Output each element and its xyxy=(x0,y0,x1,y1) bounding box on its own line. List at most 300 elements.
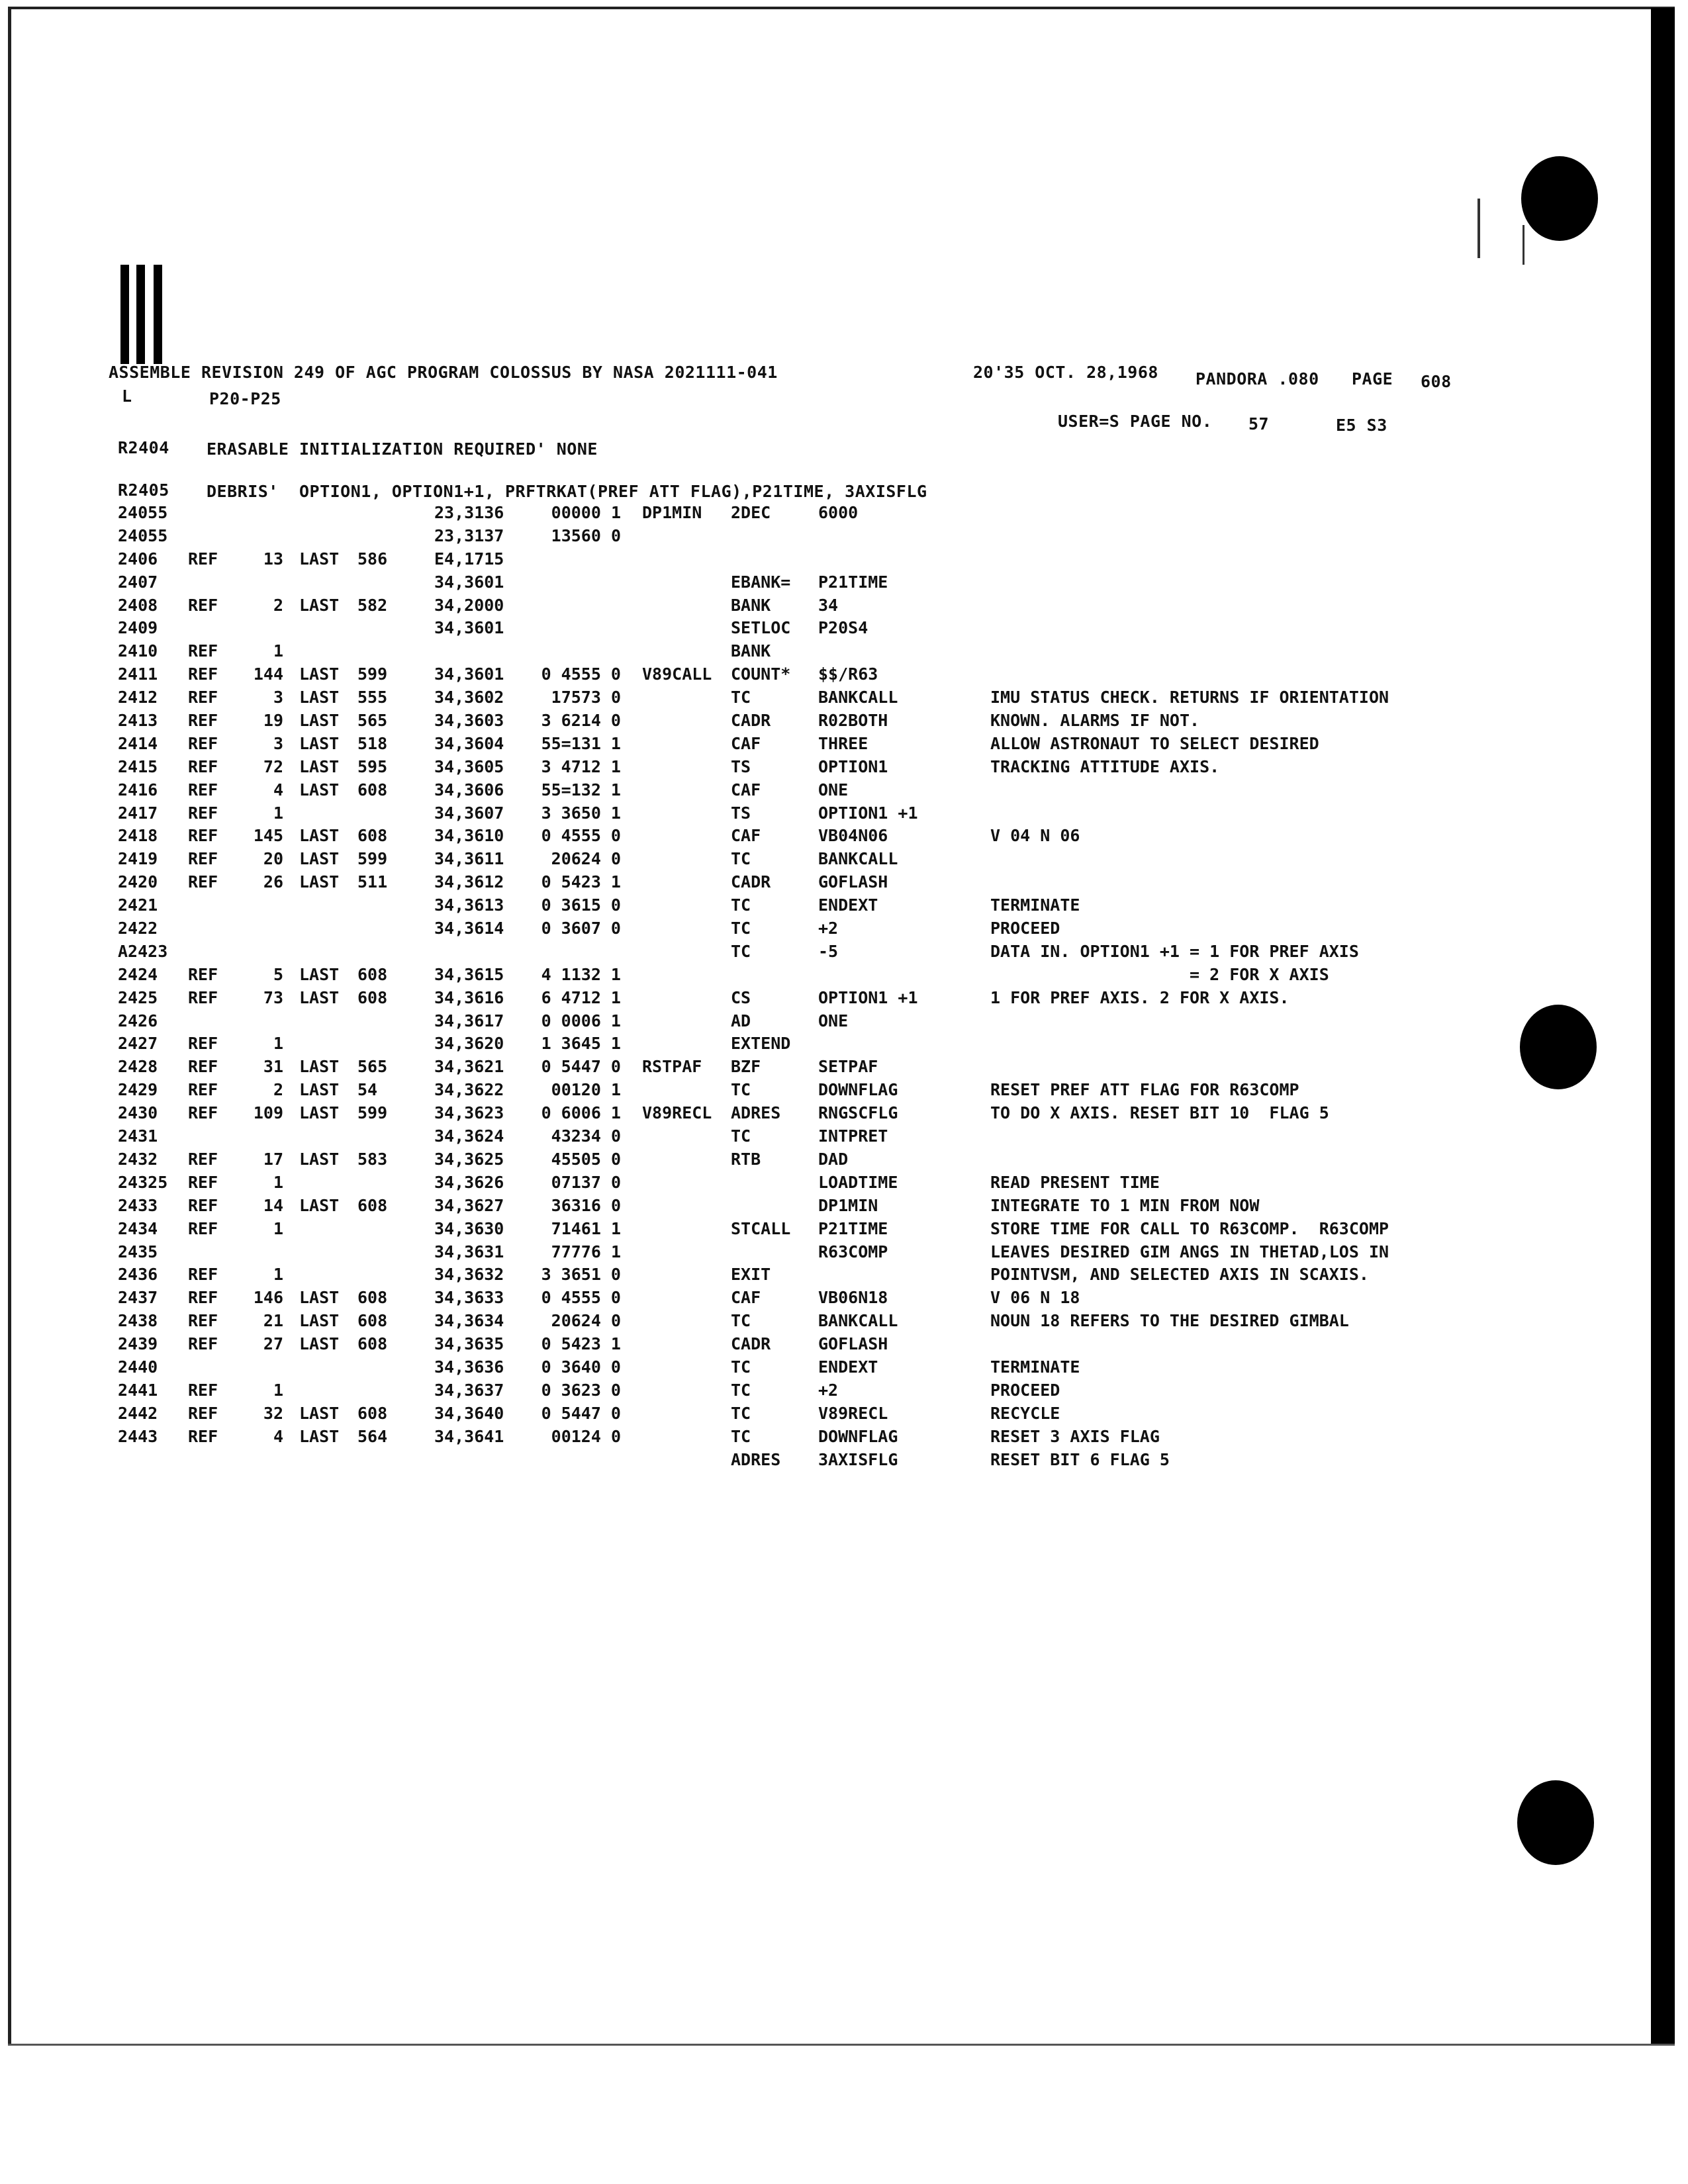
line-number: 2426 xyxy=(118,1011,158,1030)
opcode: CS xyxy=(731,987,751,1007)
address: 34,3631 xyxy=(434,1242,504,1261)
operand: LOADTIME xyxy=(818,1172,898,1192)
line-number: 2409 xyxy=(118,618,158,638)
assembly-date-time: 20'35 OCT. 28,1968 xyxy=(973,363,1158,382)
address: 23,3136 xyxy=(434,503,504,522)
user-page-label: USER=S PAGE NO. xyxy=(1058,412,1213,431)
listing-row xyxy=(0,1357,1489,1381)
last-marker: LAST xyxy=(299,1426,340,1446)
address: 34,3624 xyxy=(434,1126,504,1146)
address: 34,3607 xyxy=(434,803,504,823)
ref-marker: REF xyxy=(188,872,218,892)
comment: PROCEED xyxy=(990,919,1060,938)
line-number: 2429 xyxy=(118,1080,158,1100)
comment: READ PRESENT TIME xyxy=(990,1172,1160,1192)
line-number: 2434 xyxy=(118,1218,158,1238)
comment: V 04 N 06 xyxy=(990,826,1080,846)
ref-marker: REF xyxy=(188,1034,218,1054)
octal-word: 0 0006 1 xyxy=(541,1011,621,1030)
line-number: 2416 xyxy=(118,780,158,799)
address: 34,3637 xyxy=(434,1380,504,1400)
address: 34,3604 xyxy=(434,733,504,753)
listing-row xyxy=(0,664,1489,688)
operand: ONE xyxy=(818,780,849,799)
comment: DATA IN. OPTION1 +1 = 1 FOR PREF AXIS xyxy=(990,941,1359,961)
line-number: 2439 xyxy=(118,1334,158,1354)
octal-word: 0 5423 1 xyxy=(541,872,621,892)
octal-word: 0 4555 0 xyxy=(541,826,621,846)
ref-count: 4 xyxy=(273,780,283,799)
opcode: TC xyxy=(731,1357,751,1377)
ref-marker: REF xyxy=(188,1080,218,1100)
comment: IMU STATUS CHECK. RETURNS IF ORIENTATION xyxy=(990,688,1389,707)
octal-word: 77776 1 xyxy=(551,1242,621,1261)
address: 34,3602 xyxy=(434,688,504,707)
opcode: TC xyxy=(731,895,751,915)
listing-row xyxy=(0,849,1489,872)
octal-word: 00000 1 xyxy=(551,503,621,522)
address: 34,3634 xyxy=(434,1311,504,1331)
line-number: 2414 xyxy=(118,733,158,753)
operand: OPTION1 xyxy=(818,756,888,776)
comment: TO DO X AXIS. RESET BIT 10 FLAG 5 xyxy=(990,1103,1329,1123)
comment: KNOWN. ALARMS IF NOT. xyxy=(990,711,1200,731)
opcode: TC xyxy=(731,849,751,869)
opcode: TC xyxy=(731,919,751,938)
ref-count: 4 xyxy=(273,1426,283,1446)
opcode: RTB xyxy=(731,1149,761,1169)
opcode: 2DEC xyxy=(731,503,771,522)
comment: V 06 N 18 xyxy=(990,1288,1080,1308)
address: 34,3615 xyxy=(434,964,504,984)
line-number: 2425 xyxy=(118,987,158,1007)
opcode: TC xyxy=(731,1126,751,1146)
ref-count: 26 xyxy=(263,872,283,892)
listing-row xyxy=(0,965,1489,988)
last-page: 565 xyxy=(357,1057,388,1077)
last-marker: LAST xyxy=(299,756,340,776)
log-marker: L xyxy=(122,387,132,406)
line-number: 2410 xyxy=(118,641,158,661)
octal-word: 0 6006 1 xyxy=(541,1103,621,1123)
ref-count: 21 xyxy=(263,1311,283,1331)
last-marker: LAST xyxy=(299,595,340,615)
operand: GOFLASH xyxy=(818,872,888,892)
ref-count: 14 xyxy=(263,1195,283,1215)
debris-declaration: DEBRIS' OPTION1, OPTION1+1, PRFTRKAT(PREF ATT FLAG),P21TIME, 3AXISFLG xyxy=(207,482,927,501)
ref-count: 2 xyxy=(273,1080,283,1100)
opcode: EXTEND xyxy=(731,1034,791,1054)
comment: STORE TIME FOR CALL TO R63COMP. R63COMP xyxy=(990,1218,1389,1238)
address: 34,3620 xyxy=(434,1034,504,1054)
line-number: 2432 xyxy=(118,1149,158,1169)
last-marker: LAST xyxy=(299,987,340,1007)
comment: LEAVES DESIRED GIM ANGS IN THETAD,LOS IN xyxy=(990,1242,1389,1261)
page-label: PAGE xyxy=(1352,369,1393,388)
operand: R63COMP xyxy=(818,1242,888,1261)
address: 34,3617 xyxy=(434,1011,504,1030)
last-page: 608 xyxy=(357,1334,388,1354)
listing-row xyxy=(0,942,1489,965)
last-page: 599 xyxy=(357,664,388,684)
line-number: 2415 xyxy=(118,756,158,776)
octal-word: 0 4555 0 xyxy=(541,1288,621,1308)
listing-row xyxy=(0,1288,1489,1311)
operand: +2 xyxy=(818,1380,839,1400)
opcode: SETLOC xyxy=(731,618,791,638)
last-page: 518 xyxy=(357,733,388,753)
listing-row xyxy=(0,1311,1489,1334)
ref-marker: REF xyxy=(188,549,218,569)
octal-word: 3 4712 1 xyxy=(541,756,621,776)
operand: ENDEXT xyxy=(818,895,878,915)
operand: THREE xyxy=(818,733,868,753)
last-page: 582 xyxy=(357,595,388,615)
opcode: ADRES xyxy=(731,1103,781,1123)
opcode: CAF xyxy=(731,1288,761,1308)
ref-marker: REF xyxy=(188,803,218,823)
page-number: 608 xyxy=(1421,372,1452,391)
octal-word: 45505 0 xyxy=(551,1149,621,1169)
operand: INTPRET xyxy=(818,1126,888,1146)
listing-row xyxy=(0,526,1489,549)
opcode: BANK xyxy=(731,595,771,615)
opcode: TC xyxy=(731,941,751,961)
octal-word: 00120 1 xyxy=(551,1080,621,1100)
address: 34,3622 xyxy=(434,1080,504,1100)
assembly-listing xyxy=(0,503,1489,1473)
last-marker: LAST xyxy=(299,688,340,707)
last-marker: LAST xyxy=(299,1195,340,1215)
opcode: TS xyxy=(731,756,751,776)
ref-count: 1 xyxy=(273,1172,283,1192)
octal-word: 0 3607 0 xyxy=(541,919,621,938)
operand: R02BOTH xyxy=(818,711,888,731)
last-page: 54 xyxy=(357,1080,378,1100)
last-marker: LAST xyxy=(299,1334,340,1354)
listing-row xyxy=(0,1219,1489,1242)
last-marker: LAST xyxy=(299,872,340,892)
last-page: 583 xyxy=(357,1149,388,1169)
address: 34,3601 xyxy=(434,572,504,592)
listing-row xyxy=(0,1150,1489,1173)
ref-count: 72 xyxy=(263,756,283,776)
ref-count: 1 xyxy=(273,803,283,823)
ref-marker: REF xyxy=(188,1380,218,1400)
address: 34,3621 xyxy=(434,1057,504,1077)
operand: 6000 xyxy=(818,503,859,522)
erasable-initialization: ERASABLE INITIALIZATION REQUIRED' NONE xyxy=(207,439,598,459)
octal-word: 13560 0 xyxy=(551,525,621,545)
line-number: 2422 xyxy=(118,919,158,938)
last-page: 565 xyxy=(357,711,388,731)
octal-word: 3 3650 1 xyxy=(541,803,621,823)
opcode: TC xyxy=(731,1080,751,1100)
octal-word: 07137 0 xyxy=(551,1172,621,1192)
operand: +2 xyxy=(818,919,839,938)
last-marker: LAST xyxy=(299,711,340,731)
opcode: STCALL xyxy=(731,1218,791,1238)
octal-word: 0 4555 0 xyxy=(541,664,621,684)
last-marker: LAST xyxy=(299,664,340,684)
operand: OPTION1 +1 xyxy=(818,803,918,823)
ref-marker: REF xyxy=(188,1103,218,1123)
listing-row xyxy=(0,572,1489,596)
listing-row xyxy=(0,895,1489,919)
octal-word: 6 4712 1 xyxy=(541,987,621,1007)
listing-row xyxy=(0,1034,1489,1057)
last-marker: LAST xyxy=(299,1403,340,1423)
listing-row xyxy=(0,1057,1489,1080)
comment: RESET PREF ATT FLAG FOR R63COMP xyxy=(990,1080,1299,1100)
comment: ALLOW ASTRONAUT TO SELECT DESIRED xyxy=(990,733,1319,753)
operand: BANKCALL xyxy=(818,688,898,707)
operand: GOFLASH xyxy=(818,1334,888,1354)
last-marker: LAST xyxy=(299,1080,340,1100)
operand: $$/R63 xyxy=(818,664,878,684)
operand: P21TIME xyxy=(818,1218,888,1238)
address: 34,3603 xyxy=(434,711,504,731)
comment: NOUN 18 REFERS TO THE DESIRED GIMBAL xyxy=(990,1311,1349,1331)
opcode: CAF xyxy=(731,826,761,846)
line-number: 2420 xyxy=(118,872,158,892)
line-number: 2428 xyxy=(118,1057,158,1077)
octal-word: 36316 0 xyxy=(551,1195,621,1215)
line-number: 2430 xyxy=(118,1103,158,1123)
listing-row xyxy=(0,1265,1489,1288)
debris-line-number: R2405 xyxy=(118,480,169,500)
comment: PROCEED xyxy=(990,1380,1060,1400)
opcode: TS xyxy=(731,803,751,823)
last-page: 564 xyxy=(357,1426,388,1446)
label: DP1MIN xyxy=(642,503,702,522)
listing-row xyxy=(0,641,1489,664)
ref-count: 1 xyxy=(273,1218,283,1238)
opcode: CADR xyxy=(731,1334,771,1354)
last-marker: LAST xyxy=(299,826,340,846)
ref-marker: REF xyxy=(188,1426,218,1446)
operand: DAD xyxy=(818,1149,849,1169)
address: 34,3601 xyxy=(434,664,504,684)
ref-count: 20 xyxy=(263,849,283,869)
operand: ENDEXT xyxy=(818,1357,878,1377)
ref-count: 19 xyxy=(263,711,283,731)
last-marker: LAST xyxy=(299,1311,340,1331)
last-page: 608 xyxy=(357,987,388,1007)
ref-count: 5 xyxy=(273,964,283,984)
scan-speck xyxy=(1477,199,1480,258)
opcode: ADRES xyxy=(731,1449,781,1469)
address: 34,3623 xyxy=(434,1103,504,1123)
ref-count: 1 xyxy=(273,1380,283,1400)
operand: VB04N06 xyxy=(818,826,888,846)
octal-word: 0 3640 0 xyxy=(541,1357,621,1377)
operand: 3AXISFLG xyxy=(818,1449,898,1469)
ref-marker: REF xyxy=(188,826,218,846)
octal-word: 3 3651 0 xyxy=(541,1265,621,1285)
line-number: 2413 xyxy=(118,711,158,731)
address: 34,3610 xyxy=(434,826,504,846)
line-number: 2418 xyxy=(118,826,158,846)
opcode: CAF xyxy=(731,733,761,753)
scan-edge-bottom xyxy=(8,2044,1675,2046)
ref-marker: REF xyxy=(188,711,218,731)
last-marker: LAST xyxy=(299,549,340,569)
last-marker: LAST xyxy=(299,733,340,753)
comment: RECYCLE xyxy=(990,1403,1060,1423)
comment: POINTVSM, AND SELECTED AXIS IN SCAXIS. xyxy=(990,1265,1369,1285)
line-number: 2440 xyxy=(118,1357,158,1377)
opcode: BANK xyxy=(731,641,771,661)
octal-word: 00124 0 xyxy=(551,1426,621,1446)
listing-row xyxy=(0,780,1489,803)
octal-word: 43234 0 xyxy=(551,1126,621,1146)
listing-row xyxy=(0,1381,1489,1404)
octal-word: 20624 0 xyxy=(551,1311,621,1331)
ref-marker: REF xyxy=(188,987,218,1007)
ref-marker: REF xyxy=(188,1311,218,1331)
last-marker: LAST xyxy=(299,849,340,869)
line-number: 2427 xyxy=(118,1034,158,1054)
comment: RESET 3 AXIS FLAG xyxy=(990,1426,1160,1446)
ref-marker: REF xyxy=(188,1288,218,1308)
ref-marker: REF xyxy=(188,733,218,753)
ref-count: 1 xyxy=(273,641,283,661)
listing-row xyxy=(0,1173,1489,1196)
line-number: 2435 xyxy=(118,1242,158,1261)
address: 34,3601 xyxy=(434,618,504,638)
ref-marker: REF xyxy=(188,688,218,707)
ref-count: 109 xyxy=(253,1103,283,1123)
last-page: 511 xyxy=(357,872,388,892)
system-name: PANDORA .080 xyxy=(1196,369,1319,388)
line-number: 2412 xyxy=(118,688,158,707)
line-number: 2442 xyxy=(118,1403,158,1423)
line-number: 2417 xyxy=(118,803,158,823)
ref-count: 3 xyxy=(273,688,283,707)
octal-word: 17573 0 xyxy=(551,688,621,707)
listing-row xyxy=(0,919,1489,942)
ref-marker: REF xyxy=(188,1172,218,1192)
octal-word: 71461 1 xyxy=(551,1218,621,1238)
line-number: 2408 xyxy=(118,595,158,615)
ref-marker: REF xyxy=(188,1057,218,1077)
operand: P21TIME xyxy=(818,572,888,592)
listing-row xyxy=(0,1126,1489,1150)
operand: V89RECL xyxy=(818,1403,888,1423)
listing-row xyxy=(0,1450,1489,1473)
user-page-number: 57 xyxy=(1248,414,1270,433)
log-section: P20-P25 xyxy=(209,389,281,408)
last-marker: LAST xyxy=(299,1057,340,1077)
last-page: 608 xyxy=(357,1311,388,1331)
address: 34,3630 xyxy=(434,1218,504,1238)
octal-word: 20624 0 xyxy=(551,849,621,869)
comment: INTEGRATE TO 1 MIN FROM NOW xyxy=(990,1195,1260,1215)
operand: DP1MIN xyxy=(818,1195,878,1215)
address: 34,3641 xyxy=(434,1426,504,1446)
opcode: TC xyxy=(731,1380,751,1400)
opcode: TC xyxy=(731,688,751,707)
ref-count: 73 xyxy=(263,987,283,1007)
address: 34,3627 xyxy=(434,1195,504,1215)
address: 34,3606 xyxy=(434,780,504,799)
listing-row xyxy=(0,803,1489,827)
octal-word: 0 5447 0 xyxy=(541,1057,621,1077)
listing-row xyxy=(0,711,1489,734)
operand: SETPAF xyxy=(818,1057,878,1077)
octal-word: 55=131 1 xyxy=(541,733,621,753)
punch-hole xyxy=(1521,156,1598,241)
octal-word: 0 3615 0 xyxy=(541,895,621,915)
ref-count: 27 xyxy=(263,1334,283,1354)
octal-word: 4 1132 1 xyxy=(541,964,621,984)
ref-marker: REF xyxy=(188,964,218,984)
last-page: 599 xyxy=(357,1103,388,1123)
line-number: 2424 xyxy=(118,964,158,984)
line-number: 24055 xyxy=(118,503,168,522)
line-number: A2423 xyxy=(118,941,168,961)
address: E4,1715 xyxy=(434,549,504,569)
ref-marker: REF xyxy=(188,756,218,776)
last-marker: LAST xyxy=(299,1149,340,1169)
listing-row xyxy=(0,757,1489,780)
comment: = 2 FOR X AXIS xyxy=(990,964,1329,984)
opcode: CAF xyxy=(731,780,761,799)
line-number: 2419 xyxy=(118,849,158,869)
last-page: 608 xyxy=(357,1288,388,1308)
listing-row xyxy=(0,688,1489,711)
scan-edge-top xyxy=(8,7,1675,9)
ref-count: 146 xyxy=(253,1288,283,1308)
listing-row xyxy=(0,1242,1489,1265)
line-number: 2443 xyxy=(118,1426,158,1446)
opcode: EXIT xyxy=(731,1265,771,1285)
last-page: 595 xyxy=(357,756,388,776)
address: 23,3137 xyxy=(434,525,504,545)
address: 34,3605 xyxy=(434,756,504,776)
address: 34,3616 xyxy=(434,987,504,1007)
line-number: 2421 xyxy=(118,895,158,915)
line-number: 2411 xyxy=(118,664,158,684)
address: 34,3611 xyxy=(434,849,504,869)
listing-row xyxy=(0,1080,1489,1103)
operand: ONE xyxy=(818,1011,849,1030)
octal-word: 0 3623 0 xyxy=(541,1380,621,1400)
line-number: 24055 xyxy=(118,525,168,545)
comment: TERMINATE xyxy=(990,1357,1080,1377)
listing-row xyxy=(0,1427,1489,1450)
listing-row xyxy=(0,618,1489,641)
ref-marker: REF xyxy=(188,1265,218,1285)
listing-row xyxy=(0,1011,1489,1034)
address: 34,3614 xyxy=(434,919,504,938)
operand: DOWNFLAG xyxy=(818,1080,898,1100)
octal-word: 1 3645 1 xyxy=(541,1034,621,1054)
ref-count: 145 xyxy=(253,826,283,846)
address: 34,3632 xyxy=(434,1265,504,1285)
operand: BANKCALL xyxy=(818,1311,898,1331)
opcode: CADR xyxy=(731,872,771,892)
ref-marker: REF xyxy=(188,1218,218,1238)
opcode: TC xyxy=(731,1311,751,1331)
last-page: 555 xyxy=(357,688,388,707)
operand: BANKCALL xyxy=(818,849,898,869)
line-number: 2431 xyxy=(118,1126,158,1146)
address: 34,3613 xyxy=(434,895,504,915)
listing-row xyxy=(0,988,1489,1011)
address: 34,2000 xyxy=(434,595,504,615)
